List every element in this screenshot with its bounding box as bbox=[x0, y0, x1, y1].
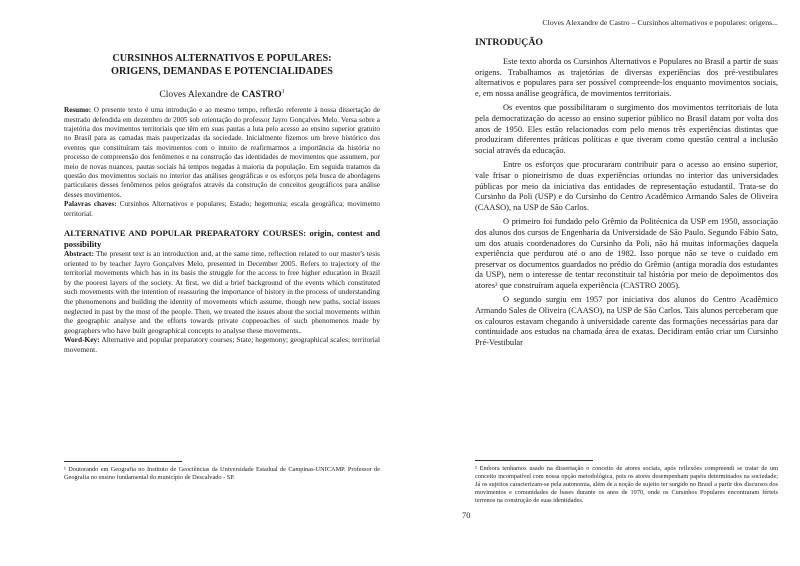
section-title: INTRODUÇÃO bbox=[475, 37, 544, 48]
paragraph-2: Os eventos que possibilitaram o surgimento dos movimentos territoriais de luta pela democratização do acesso ao ensino superior público no Brasil datam por volta dos anos de 1950. Eles estão relacionados com pelo menos três experiências distintas que produziram diferentes práticas políticas e que tiveram como questão central a inclusão social através da educação. bbox=[475, 103, 778, 155]
paragraph-5: O segundo surgiu em 1957 por iniciativa dos alunos do Centro Acadêmico Armando Sales de Oliveira (CAASO), na USP de São Carlos. Tais alunos perceberam que os calouros estavam chegando à universidade carente das formações necessárias para dar continuidade aos estudos na chamada área de exatas. Decidiram então criar um Cursinho Pré-Vestibular bbox=[475, 295, 778, 347]
resumo-paragraph bbox=[64, 106, 380, 200]
wordkey-label: Word-Key: bbox=[64, 335, 100, 345]
resumo-text: O presente texto é uma introdução e ao mesmo tempo, reflexão referente à nossa dissertação de mestrado defendida em dezembro de 2005 sob orientação do professor Jayro Gonçalves Melo. Versa sobre a trajetória dos movimentos territoriais que têm em suas pautas a luta pelo acesso ao ensino superior gratuito no Brasil para as camadas mais pauperizadas da sociedade. Inicialmente fizemos um breve histórico dos eventos que constituíram tais movimentos com o intuito de reafirmarmos a importância da história no processo de compreensão dos fenômenos e na construção das identidades de movimentos que assumem, por meio de novas nuances, pautas sociais há tempos negadas à maioria da população. Em seguida tratamos da questão dos movimentos sociais no interior das análises geográficas e os esforços pela busca de abordagens particulares desses fenômenos pelos geógrafos através da construção de conceitos geográficos para análise desses movimentos. bbox=[64, 106, 380, 199]
author-name: Cloves Alexandre de bbox=[159, 89, 242, 101]
page-number: 70 bbox=[462, 511, 471, 520]
left-footnote-rule bbox=[64, 461, 182, 462]
left-footnote: ¹ Doutorando em Geografia no Instituto de Geociências da Universidade Estadual de Campinas-UNICAMP. Professor de Geografia no ensino fundamental do município de Descalvado - SP. bbox=[64, 466, 380, 481]
keywords-paragraph bbox=[64, 200, 380, 219]
wordkey-paragraph bbox=[64, 335, 380, 354]
abstract-label: Abstract: bbox=[64, 249, 94, 259]
keywords-label: Palavras chaves: bbox=[64, 200, 117, 209]
article-title bbox=[64, 52, 380, 78]
author-surname: CASTRO bbox=[241, 89, 282, 101]
body-text bbox=[475, 57, 778, 348]
right-footnote-rule bbox=[475, 460, 593, 461]
paragraph-4: O primeiro foi fundado pelo Grêmio da Politécnica da USP em 1950, associação dos alunos dos cursos de Engenharia da Universidade de São Paulo. Segundo Fábio Sato, um dos atuais coordenadores do Cursinho da Poli, não há muitas informações daquela experiência que perdurou até o ano de 1982. Isso porque não se teve o cuidado em preservar os documentos guardados no prédio do Grêmio (antiga moradia dos estudantes da USP), nem o interesse de tentar reconstituir tal história por meio de depoimentos dos atores² que construíram aquela experiência (CASTRO 2005). bbox=[475, 217, 778, 290]
paragraph-1: Este texto aborda os Cursinhos Alternativos e Populares no Brasil a partir de suas origens. Trabalhamos as trajetórias de diversas experiências dos pré-vestibulares alternativos e populares para ser possível compreende-los enquanto movimentos sociais, e, em nossa análise geográfica, de movimentos territoriais. bbox=[475, 57, 778, 98]
keywords-text: Cursinhos Alternativos e populares; Estado; hegemonia; escala geográfica; movimento territorial. bbox=[64, 200, 381, 218]
author-line bbox=[64, 89, 380, 100]
english-title: ALTERNATIVE AND POPULAR PREPARATORY COURSES: origin, contest and possibility bbox=[64, 228, 380, 249]
right-footnote: ² Embora tenhamos usado na dissertação o conceito de atores sociais, após reflexões compreendi se tratar de um conceito incompatível com nossa opção metodológica, pois os atores desempenham papéis determinados na sociedade; Já os sujeitos caracterizam-se pela autonomia, além de a noção de sujeito ter surgido no Brasil a partir dos discursos dos movimentos e comunidades de bases durante os anos de 1970, onde os Cursinhos Populares encontraram férteis terrenos na construção de suas identidades. bbox=[475, 465, 778, 504]
running-head: Cloves Alexandre de Castro – Cursinhos alternativos e populares: origens... bbox=[542, 18, 778, 27]
wordkey-text: Alternative and popular preparatory courses; State; hegemony; geographical scales; territorial movement. bbox=[64, 335, 380, 354]
title-line-1: CURSINHOS ALTERNATIVOS E POPULARES: bbox=[112, 53, 332, 64]
resumo-label: Resumo: bbox=[64, 106, 92, 115]
abstract-text: The present text is an introduction and, at the same time, reflection related to our master's tesis oriented to by teacher Jayro Gonçalves Melo, presented in December 2005. Refers to trajectory of the territorial movements which has in its basis the struggle for the access to free higher education in Brazil by the poorest layers of the society. At first, we did a brief background of the events which constituted such movements with the intention of reassuring the importance of history in the process of understanding the phenomenons and building the identity of movements which assume, though new paths, social issues neglected in past by the most of the people. Then, we treated the issues about the social movements within the geographic analyse and the efforts towards private coppeoaches of such phenomenos made by geographers who have built geographical concepts to analyse these movements.. bbox=[64, 249, 380, 335]
abstract-paragraph bbox=[64, 249, 380, 335]
title-line-2: ORIGENS, DEMANDAS E POTENCIALIDADES bbox=[111, 66, 333, 77]
author-footnote-mark: 1 bbox=[281, 89, 285, 95]
paragraph-3: Entre os esforços que procuraram contribuir para o acesso ao ensino superior, vale frisar o pioneirismo de duas experiências oriundas no interior das universidades públicas por meio da iniciativa das entidades de representação estudantil. Trata-se do Cursinho da Poli (USP) e do Cursinho do Centro Acadêmico Armando Sales de Oliveira (CAASO), na USP de São Carlos. bbox=[475, 160, 778, 212]
